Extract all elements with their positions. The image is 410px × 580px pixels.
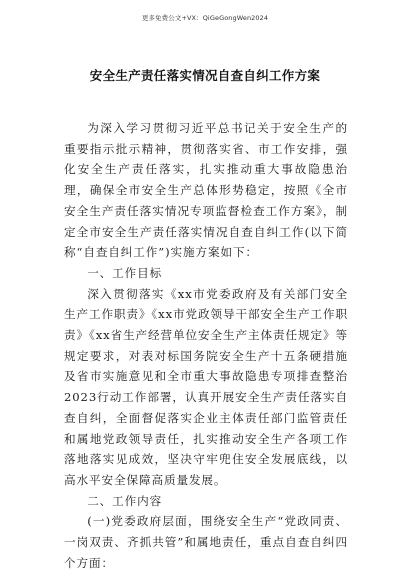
header-note: 更多免费公文+VX：QiGeGongWen2024 [141,14,269,22]
document-title: 安全生产责任落实情况自查自纠工作方案 [89,68,321,83]
section-heading-content: 二、工作内容 [87,493,163,508]
document-body [64,118,348,573]
goals-paragraph: 深入贯彻落实《xx市党委政府及有关部门安全生产工作职责》《xx市党政领导干部安全生产工作职责》《xx省生产经营单位安全生产主体责任规定》等规定要求，对表对标国务院安全生产十五条硬措施及省市实施意见和全市重大事故隐患专项排查整治2023行动工作部署，认真开展安全生产责任落实自查自纠，全面督促落实企业主体责任部门监管责任和属地党政领导责任，扎实推动安全生产各项工作落地落实见成效，坚决守牢兜住安全发展底线，以高水平安全保障高质量发展。 [64,286,348,487]
intro-paragraph: 为深入学习贯彻习近平总书记关于安全生产的重要指示批示精神，贯彻落实省、市工作安排，强化安全生产责任落实，扎实推动重大事故隐患治理，确保全市安全生产总体形势稳定，按照《全市安全生产责任落实情况专项监督检查工作方案》，制定全市安全生产责任落实情况自查自纠工作(以下简称“自查自纠工作”)实施方案如下： [64,121,348,260]
content-paragraph: (一)党委政府层面，围绕安全生产“党政同责、一岗双责、齐抓共管”和属地责任，重点自查自纠四个方面： [64,514,348,570]
section-heading-goals: 一、工作目标 [87,265,163,280]
